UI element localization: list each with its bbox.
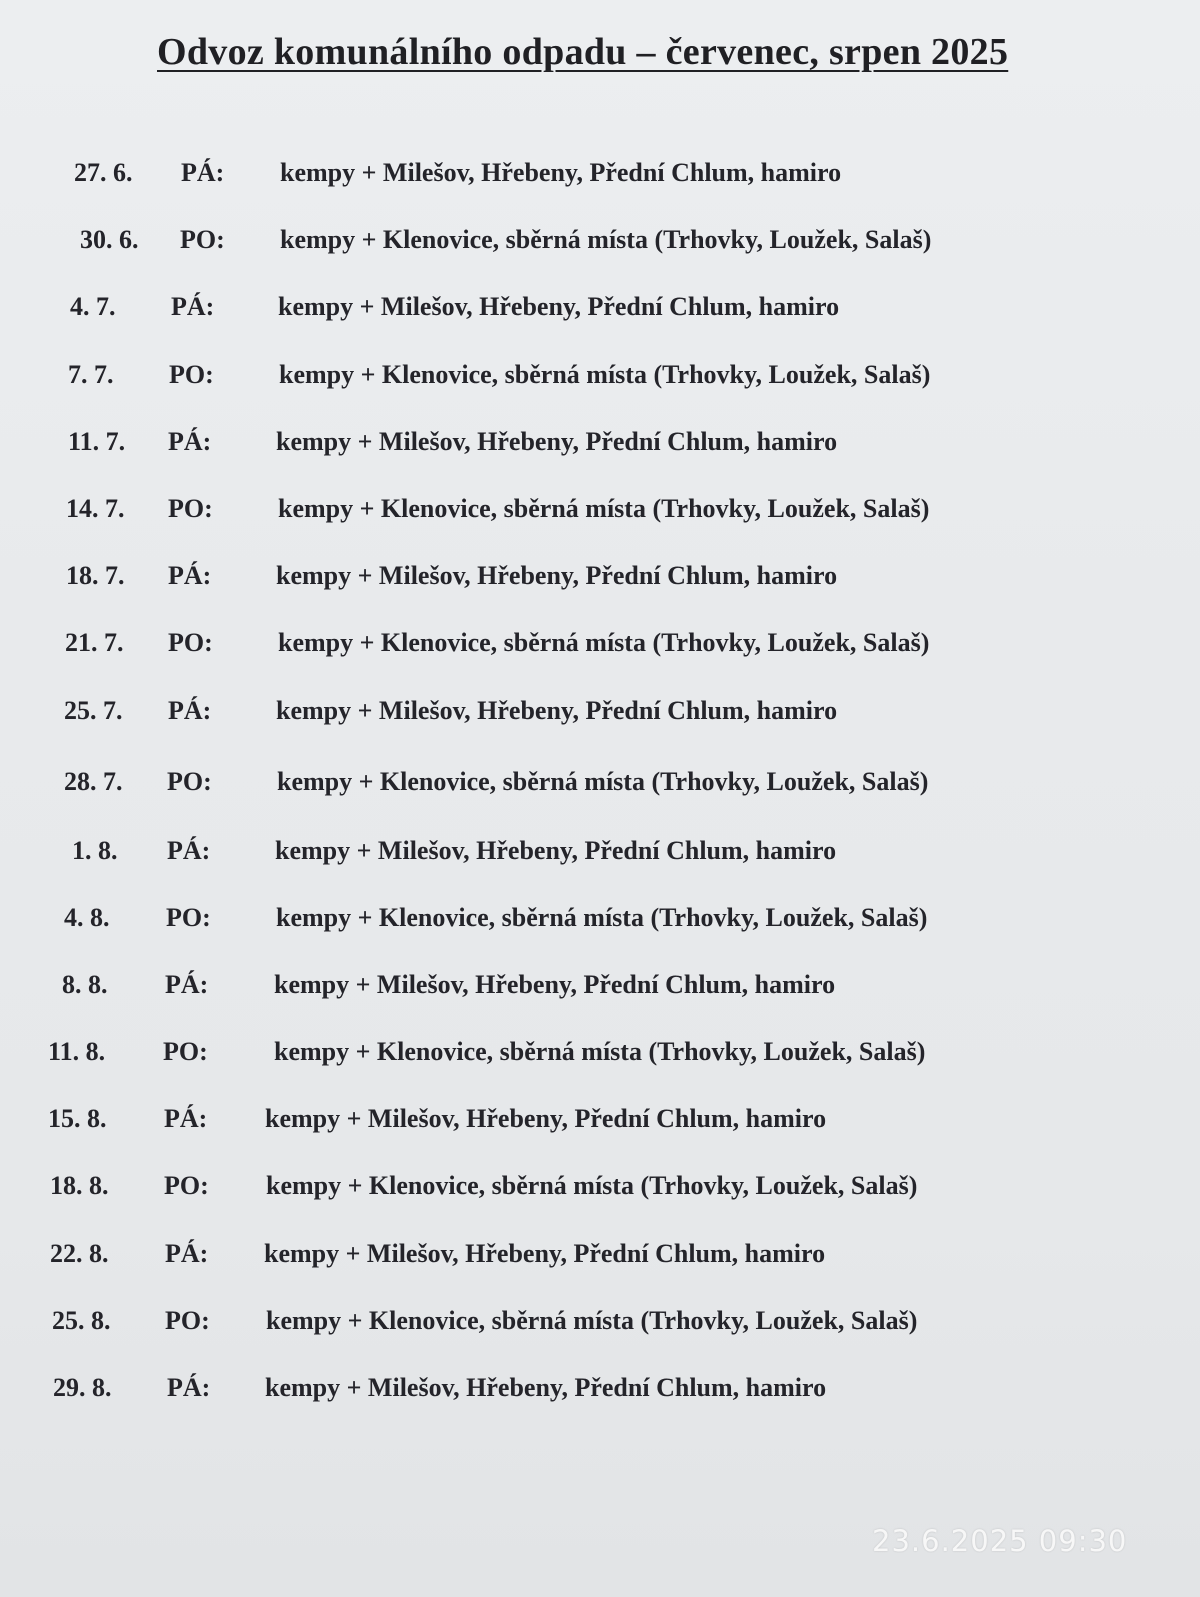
pickup-weekday: PÁ: (164, 1104, 208, 1133)
pickup-route: kempy + Milešov, Hřebeny, Přední Chlum, hamiro (265, 1104, 827, 1133)
pickup-weekday: PO: (167, 767, 212, 796)
pickup-date: 25. 8. (52, 1306, 111, 1335)
pickup-route: kempy + Klenovice, sběrná místa (Trhovky, Loužek, Salaš) (266, 1306, 918, 1335)
pickup-route: kempy + Milešov, Hřebeny, Přední Chlum, hamiro (276, 427, 838, 456)
pickup-weekday: PÁ: (168, 561, 212, 590)
pickup-route: kempy + Milešov, Hřebeny, Přední Chlum, hamiro (278, 292, 840, 321)
photo-timestamp: 23.6.2025 09:30 (872, 1524, 1128, 1558)
pickup-route: kempy + Milešov, Hřebeny, Přední Chlum, hamiro (274, 970, 836, 999)
pickup-weekday: PÁ: (168, 696, 212, 725)
pickup-route: kempy + Klenovice, sběrná místa (Trhovky, Loužek, Salaš) (266, 1171, 918, 1200)
pickup-weekday: PO: (163, 1037, 208, 1066)
pickup-date: 4. 8. (64, 903, 110, 932)
pickup-route: kempy + Klenovice, sběrná místa (Trhovky, Loužek, Salaš) (279, 360, 931, 389)
pickup-weekday: PO: (180, 225, 225, 254)
pickup-route: kempy + Milešov, Hřebeny, Přední Chlum, hamiro (280, 158, 842, 187)
pickup-date: 8. 8. (62, 970, 108, 999)
pickup-date: 30. 6. (80, 225, 139, 254)
pickup-date: 25. 7. (64, 696, 123, 725)
pickup-route: kempy + Klenovice, sběrná místa (Trhovky, Loužek, Salaš) (280, 225, 932, 254)
pickup-date: 11. 8. (48, 1037, 106, 1066)
pickup-route: kempy + Milešov, Hřebeny, Přední Chlum, hamiro (275, 836, 837, 865)
pickup-route: kempy + Klenovice, sběrná místa (Trhovky, Loužek, Salaš) (274, 1037, 926, 1066)
pickup-route: kempy + Klenovice, sběrná místa (Trhovky, Loužek, Salaš) (278, 494, 930, 523)
pickup-date: 21. 7. (65, 628, 124, 657)
pickup-route: kempy + Milešov, Hřebeny, Přední Chlum, hamiro (264, 1239, 826, 1268)
pickup-weekday: PÁ: (167, 836, 211, 865)
pickup-date: 18. 8. (50, 1171, 109, 1200)
pickup-weekday: PÁ: (165, 1239, 209, 1268)
pickup-date: 29. 8. (53, 1373, 112, 1402)
pickup-date: 7. 7. (68, 360, 114, 389)
pickup-weekday: PO: (166, 903, 211, 932)
pickup-weekday: PO: (168, 494, 213, 523)
pickup-weekday: PÁ: (181, 158, 225, 187)
pickup-date: 18. 7. (66, 561, 125, 590)
pickup-date: 22. 8. (50, 1239, 109, 1268)
pickup-route: kempy + Milešov, Hřebeny, Přední Chlum, hamiro (265, 1373, 827, 1402)
pickup-route: kempy + Klenovice, sběrná místa (Trhovky, Loužek, Salaš) (277, 767, 929, 796)
pickup-date: 14. 7. (66, 494, 125, 523)
pickup-route: kempy + Milešov, Hřebeny, Přední Chlum, hamiro (276, 696, 838, 725)
pickup-weekday: PÁ: (167, 1373, 211, 1402)
pickup-date: 4. 7. (70, 292, 116, 321)
document-title: Odvoz komunálního odpadu – červenec, srpen 2025 (157, 31, 1009, 73)
pickup-route: kempy + Milešov, Hřebeny, Přední Chlum, hamiro (276, 561, 838, 590)
pickup-date: 15. 8. (48, 1104, 107, 1133)
pickup-date: 27. 6. (74, 158, 133, 187)
pickup-weekday: PÁ: (168, 427, 212, 456)
pickup-date: 1. 8. (72, 836, 118, 865)
pickup-weekday: PO: (164, 1171, 209, 1200)
pickup-weekday: PÁ: (165, 970, 209, 999)
pickup-weekday: PO: (169, 360, 214, 389)
pickup-date: 28. 7. (64, 767, 123, 796)
pickup-route: kempy + Klenovice, sběrná místa (Trhovky, Loužek, Salaš) (276, 903, 928, 932)
pickup-weekday: PÁ: (171, 292, 215, 321)
pickup-weekday: PO: (165, 1306, 210, 1335)
pickup-date: 11. 7. (68, 427, 126, 456)
pickup-route: kempy + Klenovice, sběrná místa (Trhovky, Loužek, Salaš) (278, 628, 930, 657)
pickup-weekday: PO: (168, 628, 213, 657)
